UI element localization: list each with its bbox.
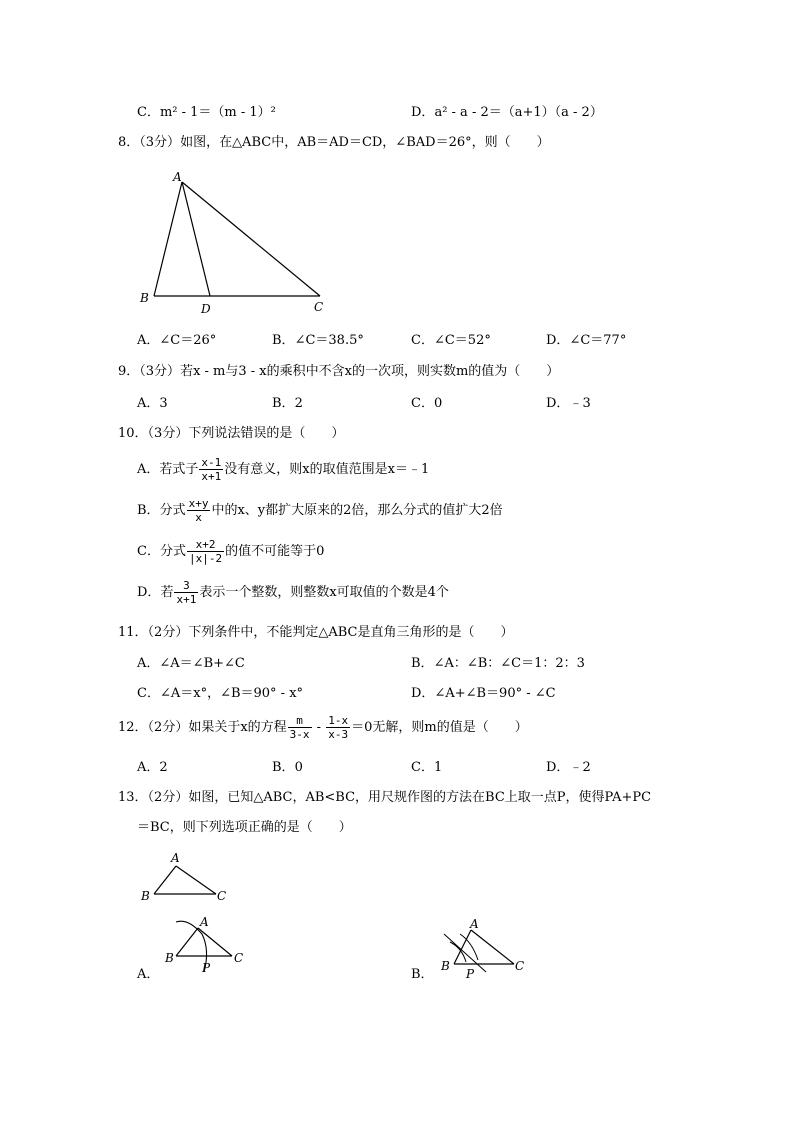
svg-text:B: B — [441, 959, 450, 973]
q13-option-b-label: B． — [411, 967, 434, 982]
q11-option-d: D．∠A+∠B＝90° - ∠C — [411, 686, 556, 701]
svg-text:A: A — [200, 915, 209, 929]
q8-stem: 8．（3分）如图，在△ABC中，AB＝AD＝CD，∠BAD＝26°，则（ ） — [118, 135, 550, 150]
q12-option-c: C．1 — [411, 760, 443, 775]
q9-stem: 9．（3分）若x - m与3 - x的乘积中不含x的一次项，则实数m的值为（ ） — [118, 364, 560, 379]
q13-stem-line2: ＝BC，则下列选项正确的是（ ） — [137, 820, 352, 835]
q13-label-b: B — [141, 889, 150, 903]
q9-option-b: B．2 — [272, 396, 303, 411]
q10-c-fraction: $\frac{x+2}{|x|-2}$ — [188, 538, 223, 565]
svg-text:C: C — [515, 959, 525, 973]
q13-label-c: C — [217, 889, 227, 903]
q11-option-a: A．∠A＝∠B+∠C — [137, 656, 245, 671]
q10-option-b: B．分式 $\frac{x+y}{x}$ 中的x、y都扩大原来的2倍，那么分式的值扩大2倍 — [137, 497, 503, 524]
q13-given-triangle — [138, 848, 238, 908]
q12-fraction-2: $\frac{1-x}{x-3}$ — [328, 714, 349, 741]
q8-label-a: A — [173, 170, 182, 184]
svg-text:P: P — [202, 961, 211, 975]
q10-b-fraction: $\frac{x+y}{x}$ — [188, 497, 209, 524]
q9-option-d: D．﹣3 — [546, 396, 591, 411]
svg-text:P: P — [466, 967, 475, 981]
q8-option-a: A．∠C＝26° — [137, 333, 217, 348]
q10-stem: 10．（3分）下列说法错误的是（ ） — [118, 426, 345, 441]
q7-option-d: D．a² - a - 2＝（a+1）（a - 2） — [411, 105, 603, 120]
q8-side-ac — [182, 182, 320, 296]
q13-stem-line1: 13．（2分）如图，已知△ABC，AB<BC，用尺规作图的方法在BC上取一点P，使得PA+PC — [118, 790, 652, 805]
q8-label-d: D — [201, 302, 211, 316]
q11-option-b: B．∠A：∠B：∠C＝1：2：3 — [411, 656, 585, 671]
q7-option-c: C．m² - 1＝（m - 1）² — [137, 105, 276, 120]
q10-option-d: D．若 $\frac{3}{x+1}$ 表示一个整数，则整数x可取值的个数是4个 — [137, 579, 449, 606]
q10-option-c: C．分式 $\frac{x+2}{|x|-2}$ 的值不可能等于0 — [137, 538, 325, 565]
q8-option-d: D．∠C＝77° — [546, 333, 627, 348]
q8-triangle-figure — [135, 168, 335, 318]
q11-stem: 11．（2分）下列条件中，不能判定△ABC是直角三角形的是（ ） — [118, 625, 514, 640]
q12-option-d: D．﹣2 — [546, 760, 591, 775]
q8-segment-ad — [182, 182, 210, 296]
svg-text:B: B — [165, 951, 174, 965]
q13-option-a-figure — [160, 912, 260, 978]
svg-text:C: C — [234, 951, 244, 965]
q12-stem: 12．（2分）如果关于x的方程 $\frac{m}{3-x}$ - $\frac{1-x}{x-3}$ ＝0无解，则m的值是（ ） — [118, 714, 528, 741]
q8-option-b: B．∠C＝38.5° — [272, 333, 364, 348]
q9-option-a: A．3 — [137, 396, 168, 411]
q10-d-fraction: $\frac{3}{x+1}$ — [176, 579, 197, 606]
q8-label-b: B — [140, 291, 149, 305]
q13-label-a: A — [171, 851, 180, 865]
q12-option-b: B．0 — [272, 760, 303, 775]
q12-fraction-1: $\frac{m}{3-x}$ — [289, 714, 310, 741]
q13-option-a-label: A． — [137, 967, 160, 982]
q13-option-b-figure — [438, 916, 538, 982]
q10-option-a: A．若式子 $\frac{x-1}{x+1}$ 没有意义，则x的取值范围是x＝﹣1 — [137, 456, 430, 483]
q8-side-ab — [154, 182, 182, 296]
q8-label-c: C — [314, 300, 324, 314]
q10-a-fraction: $\frac{x-1}{x+1}$ — [201, 456, 222, 483]
q9-option-c: C．0 — [411, 396, 443, 411]
q8-option-c: C．∠C＝52° — [411, 333, 491, 348]
q13-b-bisector — [444, 934, 486, 972]
q11-option-c: C．∠A＝x°，∠B＝90° - x° — [137, 686, 304, 701]
q12-option-a: A．2 — [137, 760, 168, 775]
svg-text:A: A — [470, 917, 479, 931]
